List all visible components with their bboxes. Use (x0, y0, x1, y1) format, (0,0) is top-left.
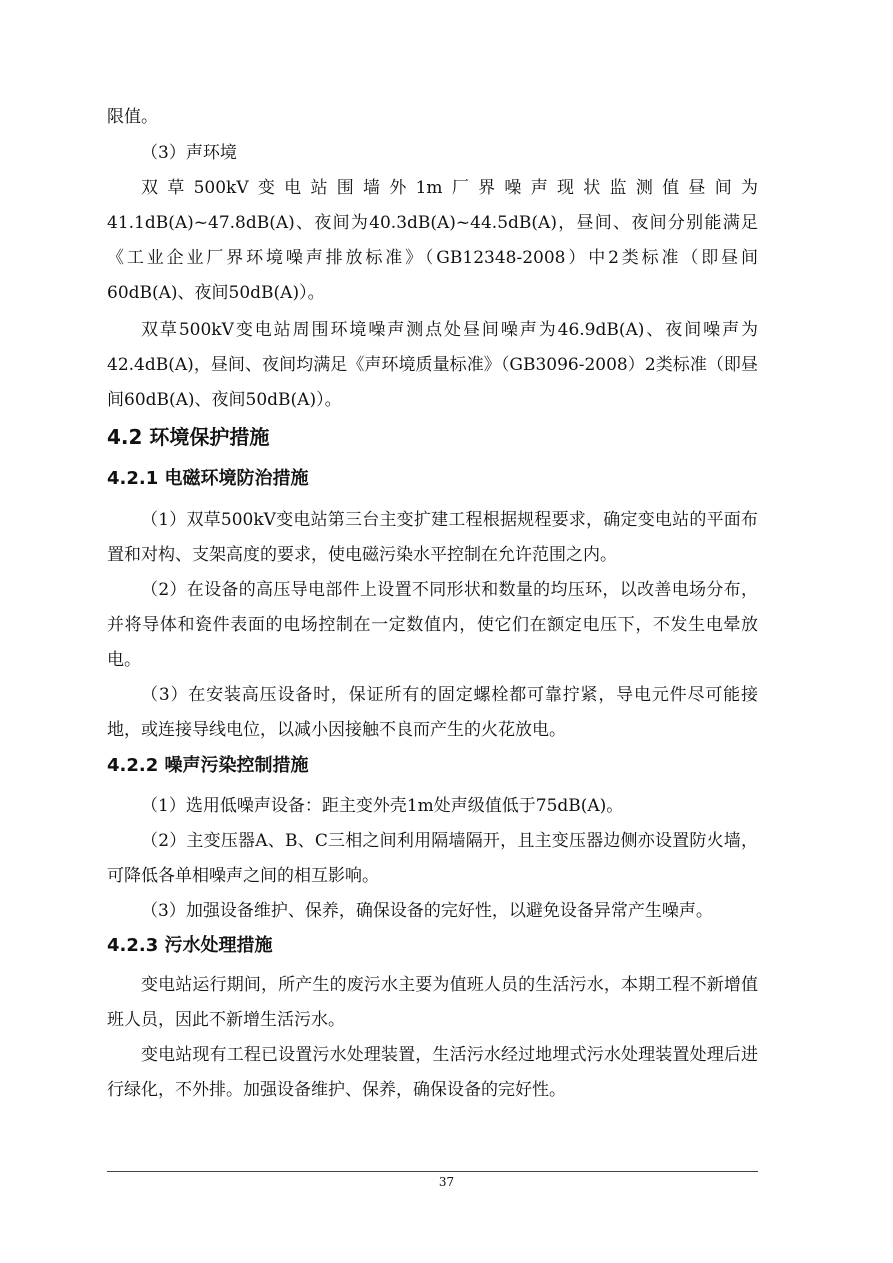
paragraph-limit-value: 限值。 (107, 107, 158, 127)
section-heading-4-2-1: 4.2.1 电磁环境防治措施 (107, 468, 309, 489)
paragraph-noise-measure-2: （2）主变压器A、B、C三相之间利用隔墙隔开，且主变压器边侧亦设置防火墙，可降低各单相噪声之间的相互影响。 (107, 831, 758, 886)
paragraph-boundary-noise: 双草500kV变电站围墙外1m厂界噪声现状监测值昼间为41.1dB(A)~47.8dB(A)、夜间为40.3dB(A)~44.5dB(A)，昼间、夜间分别能满足《工业企业厂界环境噪声排放标准》（GB12348-2008）中2类标准（即昼间60dB(A)、夜间50dB(A)）。 (107, 178, 758, 303)
paragraph-em-measure-3: （3）在安装高压设备时，保证所有的固定螺栓都可靠拧紧，导电元件尽可能接地，或连接导线电位，以减小因接触不良而产生的火花放电。 (107, 685, 758, 740)
paragraph-wastewater-1: 变电站运行期间，所产生的废污水主要为值班人员的生活污水，本期工程不新增值班人员，因此不新增生活污水。 (107, 975, 758, 1030)
section-heading-4-2: 4.2 环境保护措施 (107, 425, 270, 449)
page-number: 37 (438, 1175, 455, 1189)
paragraph-wastewater-2: 变电站现有工程已设置污水处理装置，生活污水经过地埋式污水处理装置处理后进行绿化，不外排。加强设备维护、保养，确保设备的完好性。 (107, 1045, 758, 1100)
paragraph-noise-measure-1: （1）选用低噪声设备：距主变外壳1m处声级值低于75dB(A)。 (141, 796, 624, 816)
paragraph-em-measure-1: （1）双草500kV变电站第三台主变扩建工程根据规程要求，确定变电站的平面布置和对构、支架高度的要求，使电磁污染水平控制在允许范围之内。 (107, 510, 758, 565)
section-heading-4-2-3: 4.2.3 污水处理措施 (107, 935, 273, 956)
paragraph-em-measure-2: （2）在设备的高压导电部件上设置不同形状和数量的均压环，以改善电场分布，并将导体和瓷件表面的电场控制在一定数值内，使它们在额定电压下，不发生电晕放电。 (107, 580, 758, 670)
paragraph-ambient-noise: 双草500kV变电站周围环境噪声测点处昼间噪声为46.9dB(A)、夜间噪声为42.4dB(A)，昼间、夜间均满足《声环境质量标准》（GB3096-2008）2类标准（即昼间60dB(A)、夜间50dB(A)）。 (107, 320, 758, 410)
paragraph-noise-measure-3: （3）加强设备维护、保养，确保设备的完好性，以避免设备异常产生噪声。 (141, 901, 713, 921)
section-heading-4-2-2: 4.2.2 噪声污染控制措施 (107, 755, 309, 776)
footer-divider (107, 1171, 758, 1172)
paragraph-sound-environment-heading: （3）声环境 (141, 143, 237, 163)
